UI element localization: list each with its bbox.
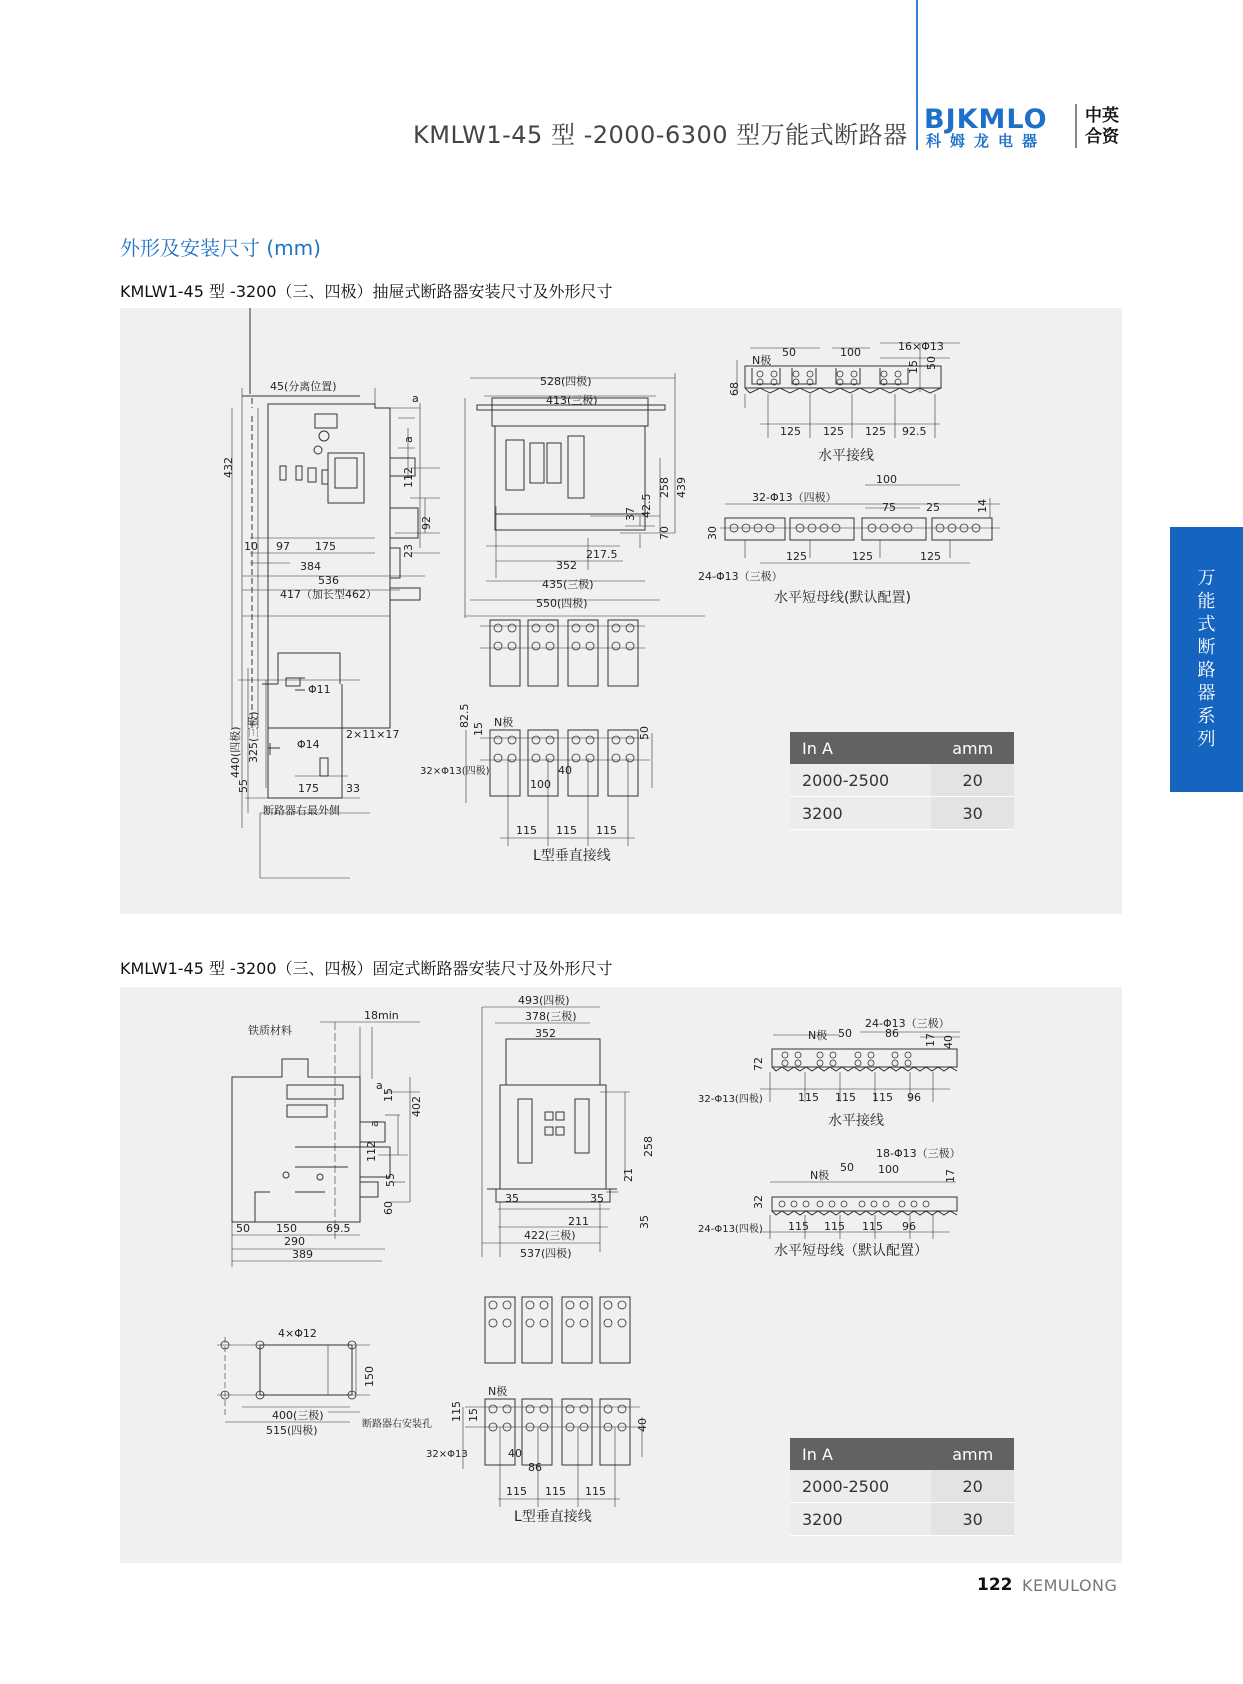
- brand-logo: [924, 102, 1084, 154]
- block2-d695-label: 69.5: [326, 1222, 351, 1235]
- block1-d50-label: 50: [782, 346, 796, 359]
- block2-terminal-hole: [580, 1319, 588, 1327]
- block2-terminal-hole: [923, 1201, 929, 1207]
- block2-label-label: L型垂直接线: [514, 1509, 592, 1525]
- block1-w550-label: 550(四极): [536, 597, 588, 610]
- block1-terminal-hole: [494, 754, 502, 762]
- block1-slot-label: 2×11×17: [346, 728, 400, 741]
- block1-terminal-hole: [895, 371, 901, 377]
- block2-d86-label: 86: [885, 1027, 899, 1040]
- block1-d825-label: 82.5: [458, 703, 471, 728]
- block2-terminal-hole: [618, 1319, 626, 1327]
- block2-d86-label: 86: [528, 1461, 542, 1474]
- block2-table-header-in: In A: [790, 1438, 931, 1470]
- block1-pitch-label: 125: [823, 425, 844, 438]
- block2-d17-label: 17: [944, 1169, 957, 1183]
- block1-terminal-hole: [586, 642, 594, 650]
- block2-terminal-hole: [526, 1319, 534, 1327]
- block1-d25-label: 25: [926, 501, 940, 514]
- block2-d35a-label: 35: [505, 1192, 519, 1205]
- block2-d32-label: 32: [752, 1195, 765, 1209]
- side-category-char: 能: [1197, 591, 1216, 612]
- block1-spec-table: [790, 732, 1014, 830]
- block2-pitch-label: 115: [585, 1485, 606, 1498]
- block2-a-label: a: [376, 1079, 383, 1092]
- block1-pitch-label: 115: [556, 824, 577, 837]
- block1-table-cell-in: 2000-2500: [790, 764, 931, 797]
- block2-npole-label: N极: [808, 1029, 828, 1042]
- footer-brand: KEMULONG: [1022, 1576, 1118, 1595]
- block1-terminal-hole: [546, 642, 554, 650]
- block2-table-row: [790, 1503, 1014, 1536]
- block2-terminal-hole: [782, 1060, 788, 1066]
- block2-terminal-hole: [899, 1201, 905, 1207]
- block2-w378-label: 378(三极): [525, 1010, 577, 1023]
- block2-holes-label: 32×Φ13: [426, 1449, 468, 1460]
- side-category-char: 器: [1197, 683, 1216, 704]
- block1-terminal-hole: [546, 754, 554, 762]
- block1-terminal-hole: [508, 754, 516, 762]
- block1-terminal-hole: [494, 624, 502, 632]
- block1-table-row: [790, 797, 1014, 830]
- block2-table-header-a: amm: [931, 1438, 1014, 1470]
- block2-terminal-hole: [540, 1405, 548, 1413]
- block2-terminal-hole: [817, 1060, 823, 1066]
- block1-d92-label: 92: [420, 516, 433, 530]
- jv-line-2: 合资: [1085, 127, 1119, 147]
- block2-d50-label: 50: [838, 1027, 852, 1040]
- side-category-char: 路: [1197, 660, 1216, 681]
- page-title: KMLW1-45 型 -2000-6300 型万能式断路器: [413, 121, 908, 149]
- block2-table-cell-in: 2000-2500: [790, 1470, 931, 1503]
- block1-d100-label: 100: [876, 473, 897, 486]
- block1-terminal-hole: [532, 642, 540, 650]
- block1-terminal-hole: [612, 736, 620, 744]
- block1-pitch-label: 125: [786, 550, 807, 563]
- block2-d50-label: 50: [236, 1222, 250, 1235]
- block1-h37-label: 37: [624, 507, 637, 521]
- block1-holes3-label: 24-Φ13（三极）: [698, 570, 783, 583]
- block2-terminal-hole: [892, 1060, 898, 1066]
- block2-w422-label: 422(三极): [524, 1229, 576, 1242]
- block2-terminal-hole: [489, 1319, 497, 1327]
- block2-label-label: 水平短母线（默认配置）: [774, 1243, 928, 1259]
- block2-h258-label: 258: [642, 1136, 655, 1157]
- block2-terminal-hole: [604, 1319, 612, 1327]
- block1-phi14-label: Φ14: [297, 738, 320, 751]
- block1-table-header-row: [790, 732, 1014, 764]
- block1-h325-label: 325(三极): [247, 711, 260, 763]
- block1-d417-label: 417（加长型462）: [280, 588, 377, 601]
- block1-terminal-hole: [572, 624, 580, 632]
- block1-d40-label: 40: [558, 764, 572, 777]
- block2-d96-label: 96: [902, 1220, 916, 1233]
- block2-table-cell-a: 30: [931, 1503, 1014, 1536]
- block1-w413-label: 413(三极): [546, 394, 598, 407]
- block1-d14-label: 14: [976, 499, 989, 513]
- block1-terminal-hole: [508, 624, 516, 632]
- block2-terminal-hole: [604, 1405, 612, 1413]
- block1-terminal-hole: [494, 736, 502, 744]
- block2-terminal-hole: [817, 1052, 823, 1058]
- block1-terminal-hole: [757, 371, 763, 377]
- block2-label-label: 水平接线: [828, 1113, 884, 1129]
- block1-pitch-label: 115: [516, 824, 537, 837]
- block1-d175-label: 175: [315, 540, 336, 553]
- block2-front-view: [482, 1007, 630, 1257]
- block1-terminal-hole: [586, 736, 594, 744]
- block1-terminal-hole: [532, 736, 540, 744]
- block1-terminal-hole: [508, 736, 516, 744]
- block1-d112-label: 112: [402, 467, 415, 488]
- block2-right-label: 断路器右安装孔: [362, 1419, 432, 1430]
- block1-npole-label: N极: [494, 716, 514, 729]
- block2-d40b-label: 40: [636, 1418, 649, 1432]
- block1-vertical-bottom-row: [490, 730, 638, 796]
- block1-d10-label: 10: [244, 540, 258, 553]
- block1-terminal-hole: [612, 624, 620, 632]
- block1-w175-label: 175: [298, 782, 319, 795]
- block2-terminal-hole: [566, 1405, 574, 1413]
- block2-a-label: a: [368, 1120, 381, 1127]
- logo-separator: [1075, 104, 1077, 148]
- block2-d17-label: 17: [924, 1033, 937, 1047]
- block2-terminal-hole: [779, 1201, 785, 1207]
- block2-terminal-hole: [868, 1052, 874, 1058]
- block1-w2175-label: 217.5: [586, 548, 618, 561]
- block1-pitch-label: 125: [852, 550, 873, 563]
- block1-d100-label: 100: [840, 346, 861, 359]
- side-category-char: 式: [1197, 614, 1216, 635]
- side-category-char: 万: [1197, 568, 1216, 589]
- block1-terminal-hole: [851, 371, 857, 377]
- block2-terminal-hole: [803, 1201, 809, 1207]
- side-category-char: 列: [1197, 729, 1216, 750]
- block1-table-row: [790, 764, 1014, 797]
- block1-a-label: a: [402, 436, 415, 443]
- block2-terminal-hole: [503, 1319, 511, 1327]
- block1-vertical-terminal: [466, 620, 652, 846]
- block2-panel: [120, 987, 1122, 1563]
- block1-h432-label: 432: [222, 457, 235, 478]
- block2-terminal-hole: [580, 1405, 588, 1413]
- block2-d290-label: 290: [284, 1235, 305, 1248]
- block2-terminal-hole: [489, 1301, 497, 1309]
- block1-terminal-hole: [532, 754, 540, 762]
- block1-d50-label: 50: [638, 726, 651, 740]
- block2-terminal-hole: [503, 1405, 511, 1413]
- block1-npole-label: N极: [752, 354, 772, 367]
- block1-terminal-hole: [612, 642, 620, 650]
- block1-table-cell-a: 30: [931, 797, 1014, 830]
- block1-d97-label: 97: [276, 540, 290, 553]
- block2-terminal-hole: [829, 1201, 835, 1207]
- block1-table-cell-in: 3200: [790, 797, 931, 830]
- block2-terminal-hole: [618, 1301, 626, 1309]
- block1-h55-label: 55: [237, 779, 250, 793]
- block2-terminal-hole: [859, 1201, 865, 1207]
- block2-h35-label: 35: [638, 1215, 651, 1229]
- header-divider-line: [916, 0, 918, 150]
- block2-pitch-label: 115: [788, 1220, 809, 1233]
- block1-pitch-label: 125: [920, 550, 941, 563]
- block2-terminal-hole: [911, 1201, 917, 1207]
- brand-logo-cn: 科姆龙电器: [926, 132, 1047, 150]
- block2-d40-label: 40: [508, 1447, 522, 1460]
- block1-holes4-label: 32-Φ13（四极）: [752, 491, 837, 504]
- block2-terminal-hole: [618, 1405, 626, 1413]
- block2-d115-label: 115: [450, 1401, 463, 1422]
- block2-terminal-hole: [795, 1052, 801, 1058]
- block2-terminal-hole: [489, 1405, 497, 1413]
- block1-d23-label: 23: [402, 544, 415, 558]
- block1-pitch-label: 125: [780, 425, 801, 438]
- block1-holes-label: 16×Φ13: [898, 340, 944, 353]
- block1-d75-label: 75: [882, 501, 896, 514]
- block2-terminal-hole: [871, 1201, 877, 1207]
- block1-title: KMLW1-45 型 -3200（三、四极）抽屉式断路器安装尺寸及外形尺寸: [120, 282, 613, 301]
- side-category-tab: [1170, 527, 1243, 792]
- block2-terminal-hole: [817, 1201, 823, 1207]
- block2-terminal-hole: [830, 1060, 836, 1066]
- block1-terminal-hole: [546, 736, 554, 744]
- block2-d50-label: 50: [840, 1161, 854, 1174]
- block2-terminal-hole: [566, 1319, 574, 1327]
- block1-table-header-in: In A: [790, 732, 931, 764]
- side-category-text: [1170, 567, 1243, 751]
- block2-d60-label: 60: [382, 1201, 395, 1215]
- block2-terminal-hole: [791, 1201, 797, 1207]
- block2-terminal-hole: [892, 1052, 898, 1058]
- block1-d925-label: 92.5: [902, 425, 927, 438]
- block2-table-cell-a: 20: [931, 1470, 1014, 1503]
- block1-table-cell-a: 20: [931, 764, 1014, 797]
- block1-label-label: 水平短母线(默认配置): [774, 590, 911, 606]
- block1-label-label: 水平接线: [818, 448, 874, 464]
- block1-table-header-a: amm: [931, 732, 1014, 764]
- block2-d35b-label: 35: [590, 1192, 604, 1205]
- block1-label-label: L型垂直接线: [533, 848, 611, 864]
- block2-holes4-label: 32-Φ13(四极): [698, 1094, 763, 1105]
- side-category-char: 系: [1197, 706, 1216, 727]
- block1-terminal-hole: [546, 624, 554, 632]
- block2-title: KMLW1-45 型 -3200（三、四极）固定式断路器安装尺寸及外形尺寸: [120, 959, 613, 978]
- block1-vertical-top-row: [490, 620, 638, 686]
- block1-terminal-hole: [572, 736, 580, 744]
- block2-terminal-hole: [566, 1301, 574, 1309]
- block1-w435-label: 435(三极): [542, 578, 594, 591]
- block2-terminal-hole: [841, 1201, 847, 1207]
- block1-h70-label: 70: [658, 526, 671, 540]
- block2-d150-label: 150: [276, 1222, 297, 1235]
- block1-terminal-hole: [626, 642, 634, 650]
- block2-d40-label: 40: [942, 1035, 955, 1049]
- block2-terminal-hole: [526, 1405, 534, 1413]
- block2-terminal-hole: [883, 1201, 889, 1207]
- block2-holes3-label: 24-Φ13（三极）: [865, 1017, 950, 1030]
- block2-table-cell-in: 3200: [790, 1503, 931, 1536]
- block2-d55-label: 55: [384, 1173, 397, 1187]
- block2-w515-label: 515(四极): [266, 1424, 318, 1437]
- block2-table-row: [790, 1470, 1014, 1503]
- block2-holes4-label: 24-Φ13(四极): [698, 1224, 763, 1235]
- block2-d112-label: 112: [365, 1141, 378, 1162]
- block2-vertical-bottom-row: [485, 1399, 630, 1465]
- block2-pitch-label: 115: [506, 1485, 527, 1498]
- block1-terminal-hole: [807, 371, 813, 377]
- block1-w352-label: 352: [556, 559, 577, 572]
- block2-terminal-hole: [580, 1301, 588, 1309]
- block2-pitch-label: 115: [835, 1091, 856, 1104]
- block1-h425-label: 42.5: [640, 493, 653, 518]
- block2-terminal-hole: [855, 1060, 861, 1066]
- block2-d72-label: 72: [752, 1057, 765, 1071]
- block2-pitch-label: 115: [798, 1091, 819, 1104]
- block2-min18-label: 18min: [364, 1009, 399, 1022]
- page-number: 122: [977, 1575, 1013, 1595]
- block1-edge-label: 断路器右最外侧: [263, 804, 340, 817]
- block1-terminal-hole: [837, 371, 843, 377]
- block2-spec-table: [790, 1438, 1014, 1536]
- block1-terminal-hole: [572, 754, 580, 762]
- block1-terminal-hole: [771, 371, 777, 377]
- block1-terminal-hole: [626, 736, 634, 744]
- side-category-char: 断: [1197, 637, 1216, 658]
- block1-terminal-hole: [626, 754, 634, 762]
- block2-terminal-hole: [540, 1319, 548, 1327]
- block1-terminal-hole: [881, 371, 887, 377]
- block1-phi11-label: Φ11: [308, 683, 331, 696]
- block1-terminal-hole: [532, 624, 540, 632]
- block2-h21-label: 21: [622, 1168, 635, 1182]
- block2-pitch-label: 115: [872, 1091, 893, 1104]
- block1-terminal-hole: [494, 642, 502, 650]
- block1-sep-label: 45(分离位置): [270, 380, 337, 393]
- block1-w528-label: 528(四极): [540, 375, 592, 388]
- block1-terminal-hole: [626, 624, 634, 632]
- block2-holes3-label: 18-Φ13（三极）: [876, 1147, 961, 1160]
- block1-pitch-label: 125: [865, 425, 886, 438]
- block2-w352-label: 352: [535, 1027, 556, 1040]
- block1-terminal-hole: [793, 371, 799, 377]
- block1-terminal-hole: [572, 642, 580, 650]
- block1-pitch-label: 115: [596, 824, 617, 837]
- block2-pitch-label: 115: [545, 1485, 566, 1498]
- block2-d15-label: 15: [467, 1408, 480, 1422]
- block1-h258-label: 258: [658, 477, 671, 498]
- block2-terminal-hole: [795, 1060, 801, 1066]
- block2-terminal-hole: [526, 1301, 534, 1309]
- block2-vertical-terminal: [463, 1297, 642, 1507]
- block2-d15-label: 15: [382, 1088, 395, 1102]
- block2-terminal-hole: [868, 1060, 874, 1066]
- block1-d50b-label: 50: [925, 356, 938, 370]
- block2-w537-label: 537(四极): [520, 1247, 572, 1260]
- block2-d100-label: 100: [878, 1163, 899, 1176]
- block2-d389-label: 389: [292, 1248, 313, 1261]
- block2-w400-label: 400(三极): [272, 1409, 324, 1422]
- block2-terminal-hole: [782, 1052, 788, 1058]
- block1-a-label: a: [412, 392, 419, 405]
- block1-d30-label: 30: [706, 526, 719, 540]
- block1-panel: [120, 308, 1122, 914]
- block1-w33-label: 33: [346, 782, 360, 795]
- block2-terminal-hole: [830, 1052, 836, 1058]
- block2-npole-label: N极: [488, 1385, 508, 1398]
- block2-w493-label: 493(四极): [518, 994, 570, 1007]
- block2-terminal-hole: [905, 1060, 911, 1066]
- block2-terminal-hole: [905, 1052, 911, 1058]
- block1-terminal-hole: [586, 624, 594, 632]
- brand-logo-en: BJKMLO: [924, 104, 1048, 135]
- block1-d68-label: 68: [728, 382, 741, 396]
- block1-d384-label: 384: [300, 560, 321, 573]
- block2-terminal-hole: [503, 1301, 511, 1309]
- block2-h150-label: 150: [363, 1366, 376, 1387]
- block1-h439-label: 439: [675, 477, 688, 498]
- block2-d96-label: 96: [907, 1091, 921, 1104]
- block1-terminal-hole: [586, 754, 594, 762]
- section-title: 外形及安装尺寸 (mm): [120, 236, 321, 260]
- block2-vertical-top-row: [485, 1297, 630, 1363]
- block2-npole-label: N极: [810, 1169, 830, 1182]
- block1-holes-label: 32×Φ13(四极): [420, 766, 490, 777]
- block2-pitch-label: 115: [824, 1220, 845, 1233]
- block1-terminal-hole: [508, 642, 516, 650]
- block2-material-label: 铁质材料: [248, 1024, 292, 1037]
- block1-h440-label: 440(四极): [229, 726, 242, 778]
- block2-d402-label: 402: [410, 1096, 423, 1117]
- joint-venture-mark: [1085, 106, 1125, 148]
- block2-terminal-hole: [604, 1301, 612, 1309]
- block1-d15-label: 15: [472, 722, 485, 736]
- block1-terminal-hole: [612, 754, 620, 762]
- block1-d100-label: 100: [530, 778, 551, 791]
- block2-table-header-row: [790, 1438, 1014, 1470]
- block2-pitch-label: 115: [862, 1220, 883, 1233]
- block2-holes-label: 4×Φ12: [278, 1327, 317, 1340]
- block1-d536-label: 536: [318, 574, 339, 587]
- block2-terminal-hole: [855, 1052, 861, 1058]
- block1-d15-label: 15: [907, 360, 920, 374]
- block2-terminal-hole: [540, 1301, 548, 1309]
- block2-w211-label: 211: [568, 1215, 589, 1228]
- jv-line-1: 中英: [1085, 106, 1119, 126]
